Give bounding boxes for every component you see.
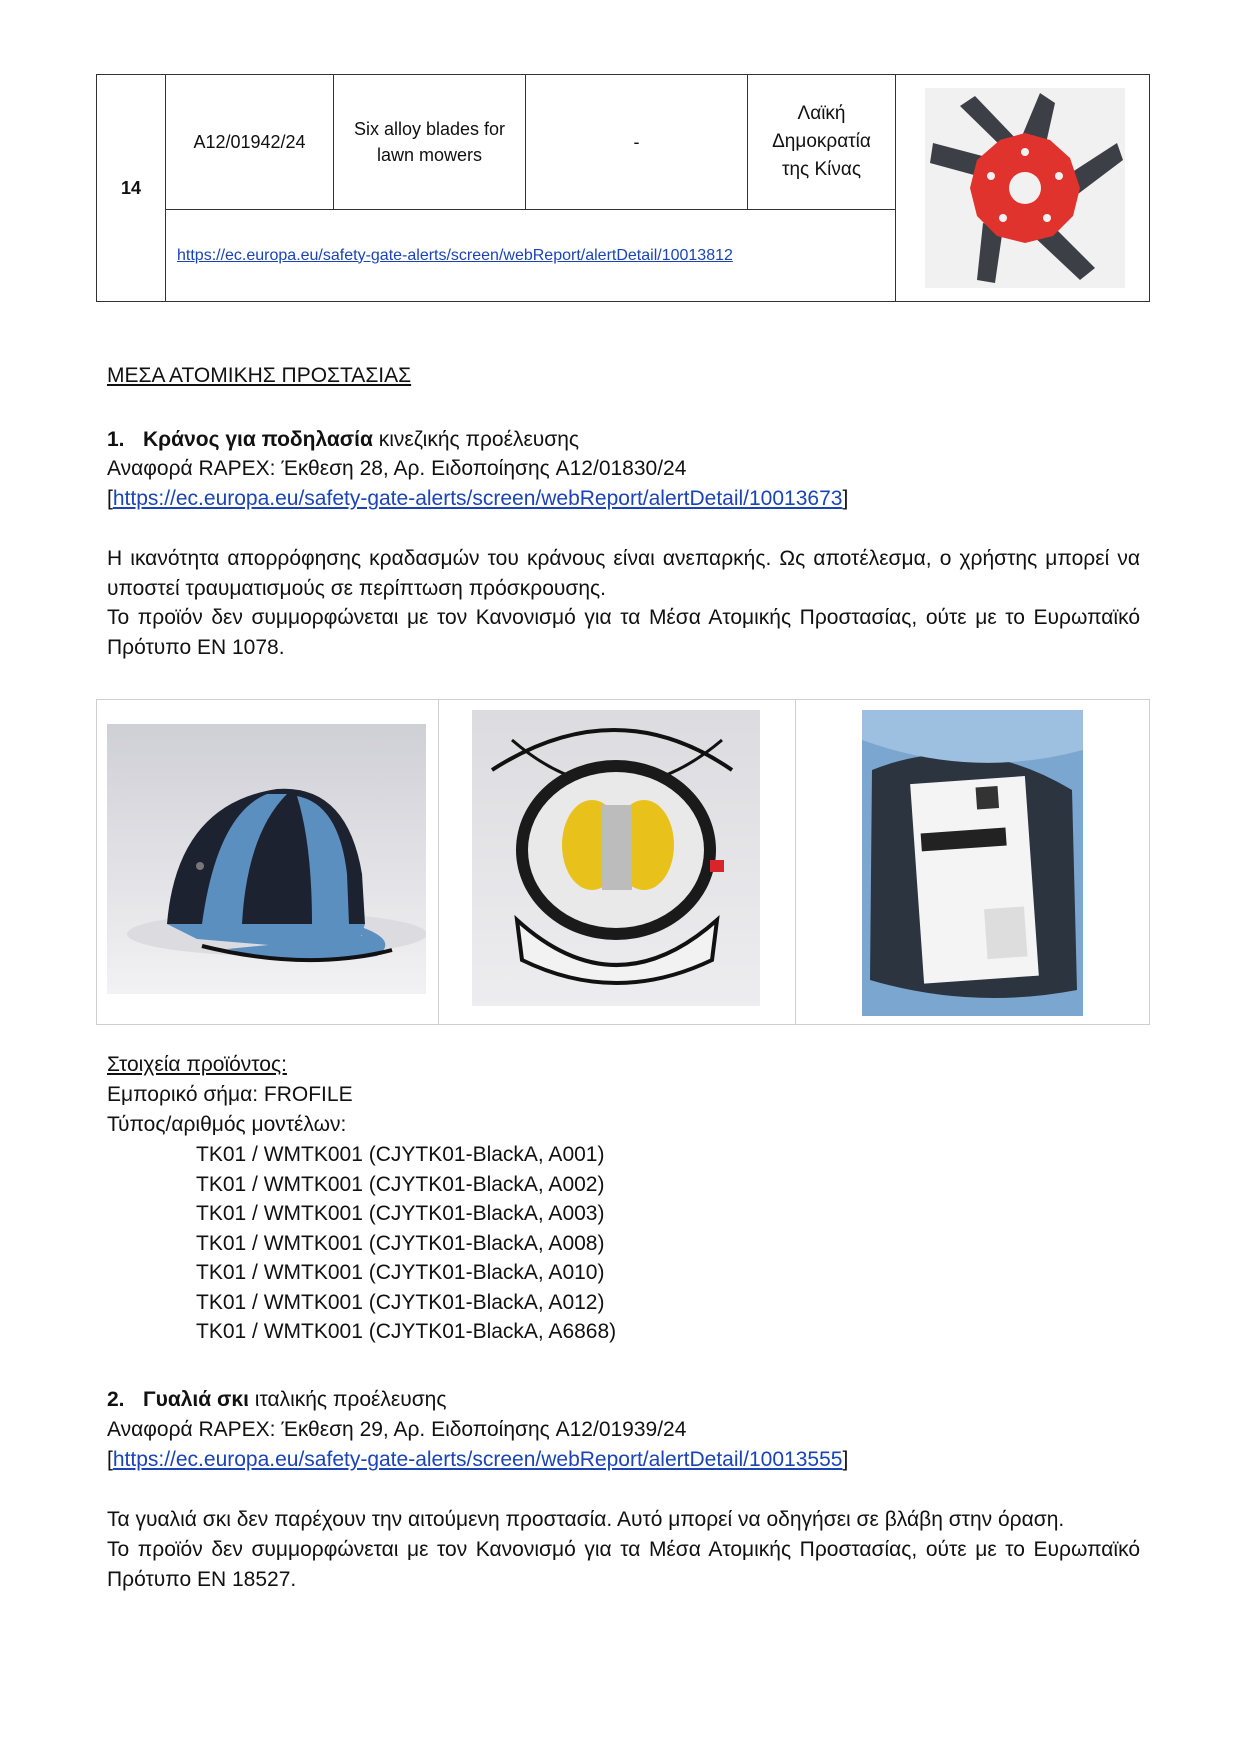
models-label: Τύπος/αριθμός μοντέλων:	[107, 1113, 347, 1136]
alert-number: A12/01942/24	[193, 132, 306, 152]
details-heading-text: Στοιχεία προϊόντος:	[107, 1053, 287, 1076]
brand-cell	[526, 75, 747, 209]
item1-paragraph-2: Το προϊόν δεν συμμορφώνεται με τον Κανονισμό για τα Μέσα Ατομικής Προστασίας, ούτε με το Ευρωπαϊκό Πρότυπο EN 1078.	[107, 606, 1140, 659]
model-item: TK01 / WMTK001 (CJYTK01-BlackA, A6868)	[196, 1320, 617, 1343]
item2-link-line	[107, 1445, 848, 1475]
item1-reference: Αναφορά RAPEX: Έκθεση 28, Αρ. Ειδοποίησης A12/01830/24	[107, 457, 687, 480]
item1-heading	[107, 425, 579, 455]
model-item: TK01 / WMTK001 (CJYTK01-BlackA, A008)	[196, 1231, 605, 1255]
section-title: ΜΕΣΑ ΑΤΟΜΙΚΗΣ ΠΡΟΣΤΑΣΙΑΣ	[107, 364, 412, 387]
bracket-close: ]	[842, 487, 849, 510]
helmet-package-image	[862, 710, 1083, 1016]
alert-link[interactable]: https://ec.europa.eu/safety-gate-alerts/screen/webReport/alertDetail/10013812	[177, 246, 733, 264]
row-number	[97, 75, 165, 301]
item1-link[interactable]: https://ec.europa.eu/safety-gate-alerts/screen/webReport/alertDetail/10013673	[112, 487, 843, 510]
model-item: TK01 / WMTK001 (CJYTK01-BlackA, A002)	[196, 1172, 605, 1196]
item2-origin: ιταλικής προέλευσης	[254, 1388, 447, 1411]
item2-paragraph-1: Τα γυαλιά σκι δεν παρέχουν την αιτούμενη προστασία. Αυτό μπορεί να οδηγήσει σε βλάβη στην όραση.	[107, 1508, 1065, 1531]
helmet-inside-image	[472, 710, 760, 1006]
item2-title: Γυαλιά σκι	[143, 1388, 249, 1411]
country-cell	[748, 75, 895, 209]
item2-heading	[107, 1385, 446, 1415]
model-item: TK01 / WMTK001 (CJYTK01-BlackA, A003)	[196, 1202, 605, 1225]
helmet-side-image	[107, 724, 426, 994]
trademark: Εμπορικό σήμα: FROFILE	[107, 1083, 353, 1106]
item1-link-line	[107, 484, 848, 514]
bracket-open: [	[107, 1448, 113, 1471]
link-cell	[166, 210, 895, 301]
item1-origin: κινεζικής προέλευσης	[378, 428, 580, 451]
model-item: TK01 / WMTK001 (CJYTK01-BlackA, A001)	[196, 1143, 605, 1166]
item1-number: 1.	[107, 428, 125, 451]
bracket-close: ]	[842, 1448, 849, 1471]
alert-table	[96, 74, 1150, 302]
product-name: Six alloy blades for lawn mowers	[353, 119, 506, 165]
country: Λαϊκή Δημοκρατία της Κίνας	[772, 103, 871, 180]
model-item: TK01 / WMTK001 (CJYTK01-BlackA, A012)	[196, 1290, 605, 1314]
item2-reference: Αναφορά RAPEX: Έκθεση 29, Αρ. Ειδοποίησης A12/01939/24	[107, 1418, 687, 1441]
model-item: TK01 / WMTK001 (CJYTK01-BlackA, A010)	[196, 1261, 605, 1284]
helmet-photo-grid	[96, 699, 1150, 1025]
bracket-open: [	[107, 487, 113, 510]
alert-number-cell	[166, 75, 333, 209]
item1-title: Κράνος για ποδηλασία	[143, 428, 373, 451]
lawn-mower-blade-image	[925, 88, 1125, 288]
models-list	[196, 1140, 616, 1347]
item1-paragraph-1: Η ικανότητα απορρόφησης κραδασμών του κράνους είναι ανεπαρκής. Ως αποτέλεσμα, ο χρήστης μπορεί να υποστεί τραυματισμούς σε περίπτωση πρόσκρουσης.	[107, 547, 1140, 600]
product-cell	[334, 75, 525, 209]
brand: -	[633, 132, 640, 152]
item2-number: 2.	[107, 1388, 125, 1411]
row-number-text: 14	[120, 178, 142, 198]
item2-paragraph-2: Το προϊόν δεν συμμορφώνεται με τον Κανονισμό για τα Μέσα Ατομικής Προστασίας, ούτε με το Ευρωπαϊκό Πρότυπο EN 18527.	[107, 1538, 1140, 1591]
details-heading	[107, 1050, 287, 1080]
item2-link[interactable]: https://ec.europa.eu/safety-gate-alerts/screen/webReport/alertDetail/10013555	[112, 1448, 843, 1471]
